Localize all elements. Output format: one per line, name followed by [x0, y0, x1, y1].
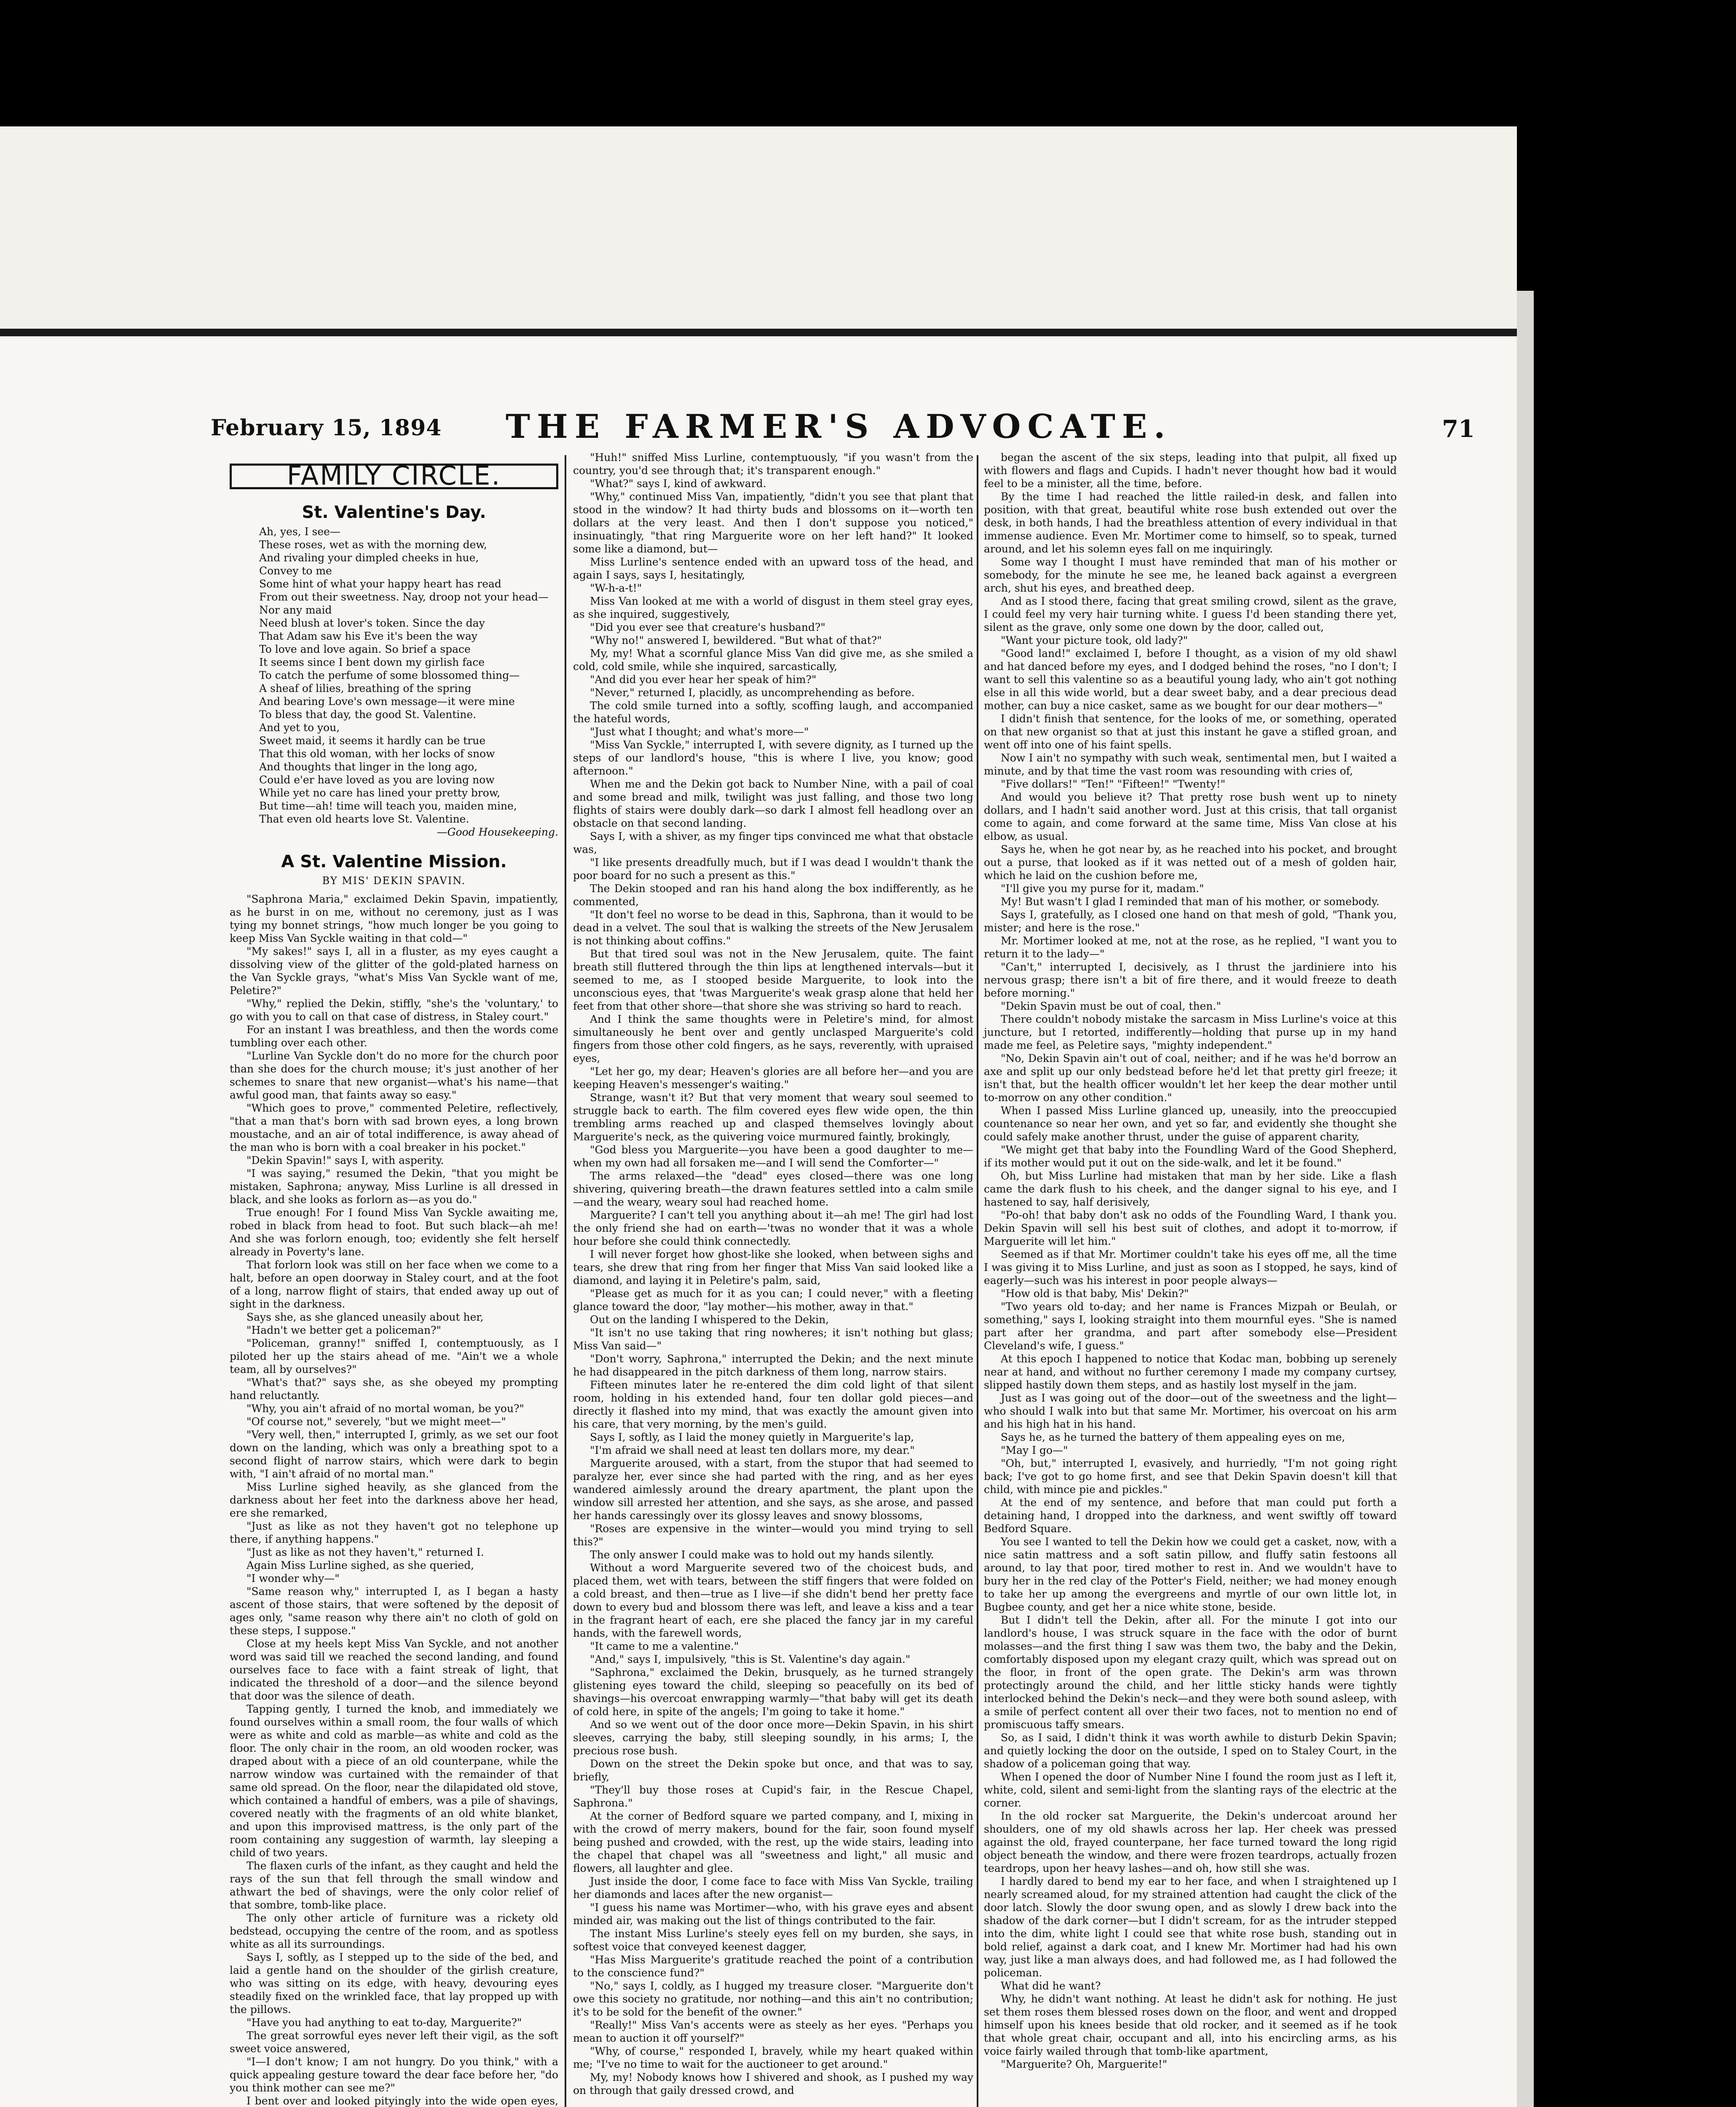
paragraph: My! But wasn't I glad I reminded that man of his mother, or somebody.	[1001, 895, 1380, 908]
paragraph: "Roses are expensive in the winter—would you mind trying to sell this?"	[573, 1523, 973, 1548]
paragraph: Miss Van looked at me with a world of disgust in them steel gray eyes, as she inquired, suggestively,	[573, 595, 973, 620]
paragraph: There couldn't nobody mistake the sarcasm in Miss Lurline's voice at this juncture, but I retorted, indifferently—holding that purse up in my hand made me feel, as Peletire says, "mighty independent."	[984, 1013, 1397, 1051]
paragraph: "God bless you Marguerite—you have been a good daughter to me—when my own had all forsaken me—and I will send the Comforter—"	[573, 1144, 973, 1169]
paragraph: "Just what I thought; and what's more—"	[590, 726, 809, 738]
paragraph: "We might get that baby into the Foundling Ward of the Good Shepherd, if its mother would put it out on the side-walk, and let it be found."	[984, 1144, 1397, 1169]
poem-line: Some hint of what your happy heart has read	[259, 578, 501, 590]
paragraph: "It isn't no use taking that ring nowheres; it isn't nothing but glass; Miss Van said—"	[573, 1327, 973, 1352]
paragraph: I didn't finish that sentence, for the looks of me, or something, operated on that new organist so that at just this instant he gave a stifled groan, and went off into one of his faint spells.	[984, 713, 1397, 751]
paragraph: Miss Lurline's sentence ended with an upward toss of the head, and again I says, says I, hesitatingly,	[573, 556, 973, 581]
paragraph: "Policeman, granny!" sniffed I, contemptuously, as I piloted her up the stairs ahead of me. "Ain't we a whole team, all by ourselves?"	[230, 1337, 558, 1375]
paragraph: Seemed as if that Mr. Mortimer couldn't take his eyes off me, all the time I was giving it to Miss Lurline, and just as soon as I stopped, he says, kind of eagerly—such was his interest in poor people always—	[984, 1248, 1397, 1287]
paragraph: Fifteen minutes later he re-entered the dim cold light of that silent room, holding in his extended hand, four ten dollar gold pieces—and directly it flashed into my mind, that was exactly the amount given into his care, that very morning, by the men's guild.	[573, 1379, 973, 1430]
poem-line: Ah, yes, I see—	[259, 525, 340, 538]
poem-line: To love and love again. So brief a space	[259, 643, 471, 655]
paragraph: "I'm afraid we shall need at least ten dollars more, my dear."	[590, 1444, 915, 1456]
byline: BY MIS' DEKIN SPAVIN.	[322, 875, 466, 887]
paragraph: Says I, with a shiver, as my finger tips convinced me what that obstacle was,	[573, 830, 973, 855]
paragraph: Just inside the door, I come face to face with Miss Van Syckle, trailing her diamonds and laces after the new organist—	[573, 1875, 973, 1901]
poem-line: It seems since I bent down my girlish face	[259, 656, 485, 668]
paragraph: True enough! For I found Miss Van Syckle awaiting me, robed in black from head to foot. But such black—ah me! And she was forlorn enough, too; evidently she felt herself already in Poverty's lane.	[230, 1206, 558, 1258]
poem-line: A sheaf of lilies, breathing of the spring	[259, 682, 472, 694]
paragraph: began the ascent of the six steps, leading into that pulpit, all fixed up with flowers and flags and Cupids. I hadn't never thought how bad it would feel to be a minister, all the time, before.	[984, 451, 1397, 490]
paragraph: Why, he didn't want nothing. At least he didn't ask for nothing. He just set them roses them blessed roses down on the floor, and went and dropped himself upon his knees beside that old rocker, and it seemed as if he took that whole great chair, occupant and all, into his encircling arms, as his voice fairly wailed through that tomb-like apartment,	[984, 1993, 1397, 2057]
paragraph: At this epoch I happened to notice that Kodac man, bobbing up serenely near at hand, and without no further ceremony I made my company curtsey, slipped hastily down them steps, and as hastily lost myself in the jam.	[984, 1353, 1397, 1391]
paragraph: The flaxen curls of the infant, as they caught and held the rays of the sun that fell through the small window and athwart the bed of shavings, were the only color relief of that sombre, tomb-like place.	[230, 1860, 558, 1911]
paragraph: "Want your picture took, old lady?"	[1001, 634, 1188, 646]
poem-line: That this old woman, with her locks of snow	[259, 748, 495, 760]
poem-line: While yet no care has lined your pretty brow,	[259, 787, 501, 799]
paragraph: And so we went out of the door once more—Dekin Spavin, in his shirt sleeves, carrying the baby, still sleeping soundly, in his arms; I, the precious rose bush.	[573, 1718, 973, 1757]
paragraph: "They'll buy those roses at Cupid's fair, in the Rescue Chapel, Saphrona."	[573, 1784, 973, 1809]
paragraph: "Marguerite? Oh, Marguerite!"	[1001, 2058, 1168, 2070]
paragraph: "I like presents dreadfully much, but if I was dead I wouldn't thank the poor board for no such a present as this."	[573, 856, 973, 882]
paragraph: I bent over and looked pityingly into the wide open eyes,	[246, 2095, 558, 2107]
poem-line: And bearing Love's own message—it were mine	[259, 695, 515, 708]
paragraph: Now I ain't no sympathy with such weak, sentimental men, but I waited a minute, and by that time the vast room was resounding with cries of,	[984, 752, 1397, 777]
paragraph: The cold smile turned into a softly, scoffing laugh, and accompanied the hateful words,	[573, 700, 973, 725]
story-text	[573, 451, 973, 2097]
story-text	[984, 451, 1397, 2071]
paragraph: "And did you ever hear her speak of him?"	[590, 673, 817, 686]
paragraph: My, my! What a scornful glance Miss Van did give me, as she smiled a cold, cold smile, while she inquired, sarcastically,	[573, 647, 973, 673]
paragraph: "Lurline Van Syckle don't do no more for the church poor than she does for the church mouse; it's just another of her schemes to snare that new organist—what's his name—that awful good man, that faints away so easy."	[230, 1050, 558, 1101]
paragraph: "Dekin Spavin!" says I, with asperity.	[246, 1154, 444, 1166]
paragraph: "Of course not," severely, "but we might meet—"	[246, 1415, 506, 1428]
paragraph: "Oh, but," interrupted I, evasively, and hurriedly, "I'm not going right back; I've got to go home first, and see that Dekin Spavin doesn't kill that child, with mince pie and pickles."	[984, 1457, 1397, 1496]
paragraph: "Never," returned I, placidly, as uncomprehending as before.	[590, 686, 915, 699]
paragraph: "Very well, then," interrupted I, grimly, as we set our foot down on the landing, which was only a breathing spot to a second flight of narrow stairs, which were dark to begin with, "I ain't afraid of no mortal man."	[230, 1429, 558, 1480]
paragraph: "It don't feel no worse to be dead in this, Saphrona, than it would to be dead in a velvet. The soul that is walking the streets of the New Jerusalem is not thinking about coffins."	[573, 909, 973, 947]
paragraph: "Same reason why," interrupted I, as I began a hasty ascent of those stairs, that were softened by the deposit of ages only, "same reason why there ain't no cloth of gold on these steps, I suppose."	[230, 1585, 558, 1637]
poem-title: St. Valentine's Day.	[302, 503, 486, 522]
paragraph: That forlorn look was still on her face when we come to a halt, before an open doorway in Staley court, and at the foot of a long, narrow flight of stairs, that ended away up out of sight in the darkness.	[230, 1259, 558, 1310]
poem-line: And yet to you,	[259, 721, 340, 734]
paragraph: "Saphrona Maria," exclaimed Dekin Spavin, impatiently, as he burst in on me, without no ceremony, just as I was tying my bonnet strings, "how much longer be you going to keep Miss Van Syckle waiting in that cold—"	[230, 893, 558, 944]
paragraph: I hardly dared to bend my ear to her face, and when I straightened up I nearly screamed aloud, for my strained attention had caught the click of the door latch. Slowly the door swung open, and as slowly I drew back into the shadow of the dark corner—but I didn't scream, for as the intruder stepped into the dim, white light I could see that white rose bush, standing out in bold relief, against a dark coat, and I knew Mr. Mortimer had had his own way, just like a man always does, and had followed me, as I had followed the policeman.	[984, 1875, 1397, 1979]
poem-line: From out their sweetness. Nay, droop not your head—	[259, 591, 549, 603]
paragraph: Mr. Mortimer looked at me, not at the rose, as he replied, "I want you to return it to the lady—"	[984, 935, 1397, 960]
paragraph: Again Miss Lurline sighed, as she queried,	[246, 1559, 474, 1571]
paragraph: "Did you ever see that creature's husband?"	[590, 621, 825, 633]
paragraph: The only other article of furniture was a rickety old bedstead, occupying the centre of the room, and as spotless white as all its surroundings.	[230, 1912, 558, 1950]
paragraph: "Just as like as not they haven't got no telephone up there, if anything happens."	[230, 1520, 558, 1545]
paragraph: "Why, of course," responded I, bravely, while my heart quaked within me; "I've no time to wait for the auctioneer to get around."	[573, 2045, 973, 2070]
paragraph: But I didn't tell the Dekin, after all. For the minute I got into our landlord's house, I was struck square in the face with the odor of burnt molasses—and the first thing I saw was them two, the baby and the Dekin, comfortably disposed upon my elegant crazy quilt, which was spread out on the floor, in front of the open grate. The Dekin's arm was thrown protectingly around the child, and her little sticky hands were tightly interlocked behind the Dekin's neck—and they were both sound asleep, with a smile of perfect content all over their two faces, not to mention no end of promiscuous taffy smears.	[984, 1614, 1397, 1731]
paragraph: Some way I thought I must have reminded that man of his mother or somebody, for the minute he see me, he leaned back against a evergreen arch, shut his eyes, and breathed deep.	[984, 556, 1397, 594]
paragraph: "Why," continued Miss Van, impatiently, "didn't you see that plant that stood in the window? It had thirty buds and blossoms on it—worth ten dollars at the very least. And then I don't suppose you noticed," insinuatingly, "that ring Marguerite wore on her left hand?" It looked some like a diamond, but—	[573, 491, 973, 555]
paragraph: But that tired soul was not in the New Jerusalem, quite. The faint breath still fluttered through the thin lips at lengthened intervals—but it seemed to me, as I stooped beside Marguerite, to look into the unconscious eyes, that 'twas Marguerite's weak grasp alone that held her feet from that other shore—that shore she was striving so hard to reach.	[573, 948, 973, 1012]
paragraph: And would you believe it? That pretty rose bush went up to ninety dollars, and I hadn't said another word. Just at this crisis, that tall organist come to again, and come forward at the same time, Miss Van close at his elbow, as usual.	[984, 791, 1397, 842]
poem-line: To catch the perfume of some blossomed thing—	[259, 669, 520, 681]
paragraph: The arms relaxed—the "dead" eyes closed—there was one long shivering, quivering breath—the drawn features settled into a calm smile—and the weary, weary soul had reached home.	[573, 1170, 973, 1208]
poem-line: That even old hearts love St. Valentine.	[259, 813, 469, 825]
column-1	[230, 460, 558, 2107]
paragraph: What did he want?	[1001, 1980, 1101, 1992]
paragraph: "Five dollars!" "Ten!" "Fifteen!" "Twenty!"	[1001, 778, 1226, 790]
paragraph: The Dekin stooped and ran his hand along the box indifferently, as he commented,	[573, 882, 973, 908]
poem-line: And rivaling your dimpled cheeks in hue,	[259, 552, 479, 564]
poem-line: That Adam saw his Eve it's been the way	[259, 630, 478, 642]
paragraph: When I passed Miss Lurline glanced up, uneasily, into the preoccupied countenance so near her own, and yet so far, and evidently she thought she could safely make another thrust, under the guise of apparent charity,	[984, 1104, 1397, 1143]
paragraph: "I wonder why—"	[246, 1572, 340, 1584]
paragraph: Says I, softly, as I stepped up to the side of the bed, and laid a gentle hand on the shoulder of the girlish creature, who was sitting on its edge, with heavy, devouring eyes steadily fixed on the wrinkled face, that lay propped up with the pillows.	[230, 1951, 558, 2016]
paragraph: "Have you had anything to eat to-day, Marguerite?"	[246, 2016, 522, 2029]
paragraph: Oh, but Miss Lurline had mistaken that man by her side. Like a flash came the dark flush to his cheek, and the danger signal to his eye, and I hastened to say, half derisively,	[984, 1170, 1397, 1208]
paragraph: When I opened the door of Number Nine I found the room just as I left it, white, cold, silent and semi-light from the slanting rays of the electric at the corner.	[984, 1771, 1397, 1809]
paragraph: Says he, as he turned the battery of them appealing eyes on me,	[1001, 1431, 1345, 1443]
page-header	[211, 407, 1475, 449]
paragraph: "I'll give you my purse for it, madam."	[1001, 882, 1204, 895]
paragraph: "Can't," interrupted I, decisively, as I thrust the jardiniere into his nervous grasp; there isn't a bit of fire there, and it would freeze to death before morning."	[984, 961, 1397, 999]
paragraph: "And," says I, impulsively, "this is St. Valentine's day again."	[590, 1653, 911, 1665]
paragraph: And I think the same thoughts were in Peletire's mind, for almost simultaneously he bent over and gently unclasped Marguerite's cold fingers from those other cold fingers, as he says, reverently, with upraised eyes,	[573, 1013, 973, 1064]
paragraph: "Huh!" sniffed Miss Lurline, contemptuously, "if you wasn't from the country, you'd see through that; it's transparent enough."	[573, 451, 973, 477]
paragraph: "May I go—"	[1001, 1444, 1068, 1456]
paragraph: My, my! Nobody knows how I shivered and shook, as I pushed my way on through that gaily dressed crowd, and	[573, 2071, 973, 2096]
page-number: 71	[1442, 415, 1475, 443]
paragraph: Marguerite? I can't tell you anything about it—ah me! The girl had lost the only friend she had on earth—'twas no wonder that it was a whole hour before she could think connectedly.	[573, 1209, 973, 1247]
page-edge	[1517, 291, 1534, 2107]
paragraph: Down on the street the Dekin spoke but once, and that was to say, briefly,	[573, 1758, 973, 1783]
paragraph: "Don't worry, Saphrona," interrupted the Dekin; and the next minute he had disappeared in the pitch darkness of them long, narrow stairs.	[573, 1353, 973, 1378]
paragraph: At the end of my sentence, and before that man could put forth a detaining hand, I dropped into the darkness, and went swiftly off toward Bedford Square.	[984, 1496, 1397, 1535]
paragraph: "Which goes to prove," commented Peletire, reflectively, "that a man that's born with sad brown eyes, a long brown moustache, and an air of total indifference, is away ahead of the man who is born with a coal breaker in his pocket."	[230, 1102, 558, 1153]
paragraph: "I was saying," resumed the Dekin, "that you might be mistaken, Saphrona; anyway, Miss Lurline is all dressed in black, and she looks as forlorn as—as you do."	[230, 1167, 558, 1206]
paragraph: "Po-oh! that baby don't ask no odds of the Foundling Ward, I thank you. Dekin Spavin will sell his best suit of clothes, and adopt it to-morrow, if Marguerite will let him."	[984, 1209, 1397, 1247]
paragraph: "Why," replied the Dekin, stiffly, "she's the 'voluntary,' to go with you to call on that case of distress, in Staley court."	[230, 997, 558, 1023]
poem-line: Convey to me	[259, 565, 332, 577]
paragraph: The great sorrowful eyes never left their vigil, as the soft sweet voice answered,	[230, 2029, 558, 2055]
paragraph: Says I, softly, as I laid the money quietly in Marguerite's lap,	[590, 1431, 914, 1443]
poem-line: To bless that day, the good St. Valentine.	[259, 708, 477, 721]
paragraph: Out on the landing I whispered to the Dekin,	[590, 1314, 829, 1326]
paragraph: When me and the Dekin got back to Number Nine, with a pail of coal and some bread and milk, twilight was just falling, and those two long flights of stairs were doubly dark—so dark I almost fell headlong over an obstacle on that second landing.	[573, 778, 973, 829]
column-3	[984, 451, 1397, 2071]
paragraph: And as I stood there, facing that great smiling crowd, silent as the grave, I could feel my very hair turning white. I guess I'd been standing there yet, silent as the grave, only some one down by the door, called out,	[984, 595, 1397, 633]
paragraph: "Really!" Miss Van's accents were as steely as her eyes. "Perhaps you mean to auction it off yourself?"	[573, 2019, 973, 2044]
poem	[230, 525, 558, 826]
story-text	[230, 893, 558, 2107]
paragraph: "Two years old to-day; and her name is Frances Mizpah or Beulah, or something," says I, looking straight into them mournful eyes. "She is named part after her grandma, and part after somebody else—President Cleveland's wife, I guess."	[984, 1300, 1397, 1352]
paragraph: "What's that?" says she, as she obeyed my prompting hand reluctantly.	[230, 1376, 558, 1402]
paragraph: "No," says I, coldly, as I hugged my treasure closer. "Marguerite don't owe this society no gratitude, nor nothing—and this ain't no contribution; it's to be sold for the benefit of the owner."	[573, 1980, 973, 2018]
paragraph: Just as I was going out of the door—out of the sweetness and the light—who should I walk into but that same Mr. Mortimer, his overcoat on his arm and his high hat in his hand.	[984, 1392, 1397, 1430]
column-rule	[977, 455, 978, 2107]
paragraph: Strange, wasn't it? But that very moment that weary soul seemed to struggle back to earth. The film covered eyes flew wide open, the thin trembling arms reached up and clasped themselves lovingly about Marguerite's neck, as the quivering voice murmured faintly, brokingly,	[573, 1091, 973, 1143]
paragraph: "What?" says I, kind of awkward.	[590, 477, 766, 490]
poem-line: Need blush at lover's token. Since the day	[259, 617, 485, 629]
paragraph: "My sakes!" says I, all in a fluster, as my eyes caught a dissolving view of the glitter of the gold-plated harness on the Van Syckle grays, "what's Miss Van Syckle want of me, Peletire?"	[230, 945, 558, 997]
paragraph: "W-h-a-t!"	[590, 582, 642, 594]
paragraph: I will never forget how ghost-like she looked, when between sighs and tears, she drew that ring from her finger that Miss Van said looked like a diamond, and laying it in Peletire's palm, said,	[573, 1248, 973, 1287]
section-heading: FAMILY CIRCLE.	[230, 464, 558, 489]
paragraph: "Dekin Spavin must be out of coal, then."	[1001, 1000, 1221, 1012]
paragraph: "No, Dekin Spavin ain't out of coal, neither; and if he was he'd borrow an axe and split up our only bedstead before he'd let that pretty girl freeze; it isn't that, but the health officer wouldn't let her keep the dear mother until to-morrow on any other condition."	[984, 1052, 1397, 1104]
paragraph: By the time I had reached the little railed-in desk, and fallen into position, with that great, beautiful white rose bush extended out over the desk, in both hands, I had the breathless attention of every individual in that immense audience. Even Mr. Mortimer come to himself, so to speak, turned around, and let his solemn eyes fall on me inquiringly.	[984, 491, 1397, 555]
poem-credit: —Good Housekeeping.	[437, 826, 558, 838]
paragraph: "Hadn't we better get a policeman?"	[246, 1324, 441, 1336]
poem-line: Could e'er have loved as you are loving now	[259, 774, 495, 786]
paragraph: "Please get as much for it as you can; I could never," with a fleeting glance toward the door, "lay mother—his mother, away in that."	[573, 1287, 973, 1313]
paragraph: "Why, you ain't afraid of no mortal woman, be you?"	[246, 1402, 524, 1415]
story-title: A St. Valentine Mission.	[281, 852, 507, 871]
poem-line: And thoughts that linger in the long ago,	[259, 761, 478, 773]
poem-line: But time—ah! time will teach you, maiden mine,	[259, 800, 517, 812]
paragraph: "Good land!" exclaimed I, before I thought, as a vision of my old shawl and hat danced before my eyes, and I dodged behind the roses, "no I don't; I want to sell this valentine so as a beautiful young lady, who ain't got nothing else in all this wide world, but a dear sweet baby, and a dear precious dead mother, can buy a nice casket, same as we bought for our dear mothers—"	[984, 647, 1397, 712]
paragraph: Marguerite aroused, with a start, from the stupor that had seemed to paralyze her, ever since she had parted with the ring, and as her eyes wandered aimlessly around the dreary apartment, the plant upon the window sill arrested her attention, and she says, as she arose, and passed her hands caressingly over its glossy leaves and snowy blossoms,	[573, 1457, 973, 1522]
paragraph: "Let her go, my dear; Heaven's glories are all before her—and you are keeping Heaven's messenger's waiting."	[573, 1065, 973, 1091]
paragraph: Miss Lurline sighed heavily, as she glanced from the darkness about her feet into the darkness above her head, ere she remarked,	[230, 1481, 558, 1519]
poem-line: Sweet maid, it seems it hardly can be true	[259, 735, 486, 747]
paragraph: So, as I said, I didn't think it was worth awhile to disturb Dekin Spavin; and quietly locking the door on the outside, I sped on to Staley Court, in the shadow of a policeman going that way.	[984, 1732, 1397, 1770]
paragraph: Says I, gratefully, as I closed one hand on that mesh of gold, "Thank you, mister; and here is the rose."	[984, 909, 1397, 934]
paragraph: Close at my heels kept Miss Van Syckle, and not another word was said till we reached the second landing, and found ourselves face to face with a faint streak of light, that indicated the threshold of a door—and the silence beyond that door was the silence of death.	[230, 1638, 558, 1702]
paragraph: The only answer I could make was to hold out my hands silently.	[590, 1549, 934, 1561]
paragraph: You see I wanted to tell the Dekin how we could get a casket, now, with a nice satin mattress and a soft satin pillow, and fluffy satin festoons all around, to lay that poor, tired mother to rest in. And we wouldn't have to bury her in the red clay of the Potter's Field, neither; we had money enough to take her up among the evergreens and myrtle of our own little lot, in Bugbee county, and get her a nice white stone, beside.	[984, 1536, 1397, 1613]
masthead: THE FARMER'S ADVOCATE.	[506, 407, 1172, 446]
paragraph: "Has Miss Marguerite's gratitude reached the point of a contribution to the conscience fund?"	[573, 1954, 973, 1979]
folded-top-sheet	[0, 126, 1517, 336]
paragraph: Without a word Marguerite severed two of the choicest buds, and placed them, wet with tears, between the stiff fingers that were folded on a cold breast, and then—true as I live—if she didn't bend her pretty face down to every bud and blossom there was left, and leave a kiss and a tear in the fragrant heart of each, ere she placed the fancy jar in my careful hands, with the farewell words,	[573, 1562, 973, 1639]
paragraph: "Why no!" answered I, bewildered. "But what of that?"	[590, 634, 882, 646]
column-rule	[565, 455, 566, 2107]
paragraph: "Saphrona," exclaimed the Dekin, brusquely, as he turned strangely glistening eyes toward the child, sleeping so peacefully on its bed of shavings—his overcoat enwrapping warmly—"that baby will get its death of cold here, in spite of the angels; I'm going to take it home."	[573, 1666, 973, 1718]
paragraph: "It came to me a valentine."	[590, 1640, 739, 1652]
paragraph: Tapping gently, I turned the knob, and immediately we found ourselves within a small room, the four walls of which were as white and cold as marble—as white and cold as the floor. The only chair in the room, an old wooden rocker, was draped about with a piece of an old counterpane, while the narrow window was curtained with the remainder of that same old spread. On the floor, near the dilapidated old stove, which contained a handful of embers, was a pile of shavings, covered neatly with the fragments of an old white blanket, and upon this improvised mattress, is the only part of the room containing any suggestion of warmth, lay sleeping a child of two years.	[230, 1703, 558, 1859]
paragraph: At the corner of Bedford square we parted company, and I, mixing in with the crowd of merry makers, bound for the fair, soon found myself being pushed and crowded, with the rest, up the wide stairs, leading into the chapel that chapel was all "sweetness and light," all music and flowers, all laughter and glee.	[573, 1810, 973, 1874]
column-2	[573, 451, 973, 2097]
paragraph: "Miss Van Syckle," interrupted I, with severe dignity, as I turned up the steps of our landlord's house, "this is where I live, you know; good afternoon."	[573, 739, 973, 777]
paragraph: "How old is that baby, Mis' Dekin?"	[1001, 1287, 1189, 1300]
paragraph: For an instant I was breathless, and then the words come tumbling over each other.	[230, 1024, 558, 1049]
poem-line: Nor any maid	[259, 604, 332, 616]
poem-line: These roses, wet as with the morning dew,	[259, 539, 487, 551]
paragraph: "Just as like as not they haven't," returned I.	[246, 1546, 484, 1558]
paragraph: The instant Miss Lurline's steely eyes fell on my burden, she says, in softest voice that conveyed keenest dagger,	[573, 1927, 973, 1953]
issue-date: February 15, 1894	[211, 415, 442, 441]
paragraph: Says she, as she glanced uneasily about her,	[246, 1311, 484, 1323]
paragraph: Says he, when he got near by, as he reached into his pocket, and brought out a purse, that looked as if it was netted out of a mesh of golden hair, which he laid on the cushion before me,	[984, 843, 1397, 882]
paragraph: "I guess his name was Mortimer—who, with his grave eyes and absent minded air, was making out the list of things contributed to the fair.	[573, 1901, 973, 1927]
paragraph: In the old rocker sat Marguerite, the Dekin's undercoat around her shoulders, one of my old shawls across her lap. Her cheek was pressed against the old, frayed counterpane, her face turned toward the long rigid object beneath the window, and there were frozen teardrops, actually frozen teardrops, upon her heavy lashes—and oh, how still she was.	[984, 1810, 1397, 1874]
paragraph: "I—I don't know; I am not hungry. Do you think," with a quick appealing gesture toward the dear face before her, "do you think mother can see me?"	[230, 2056, 558, 2094]
